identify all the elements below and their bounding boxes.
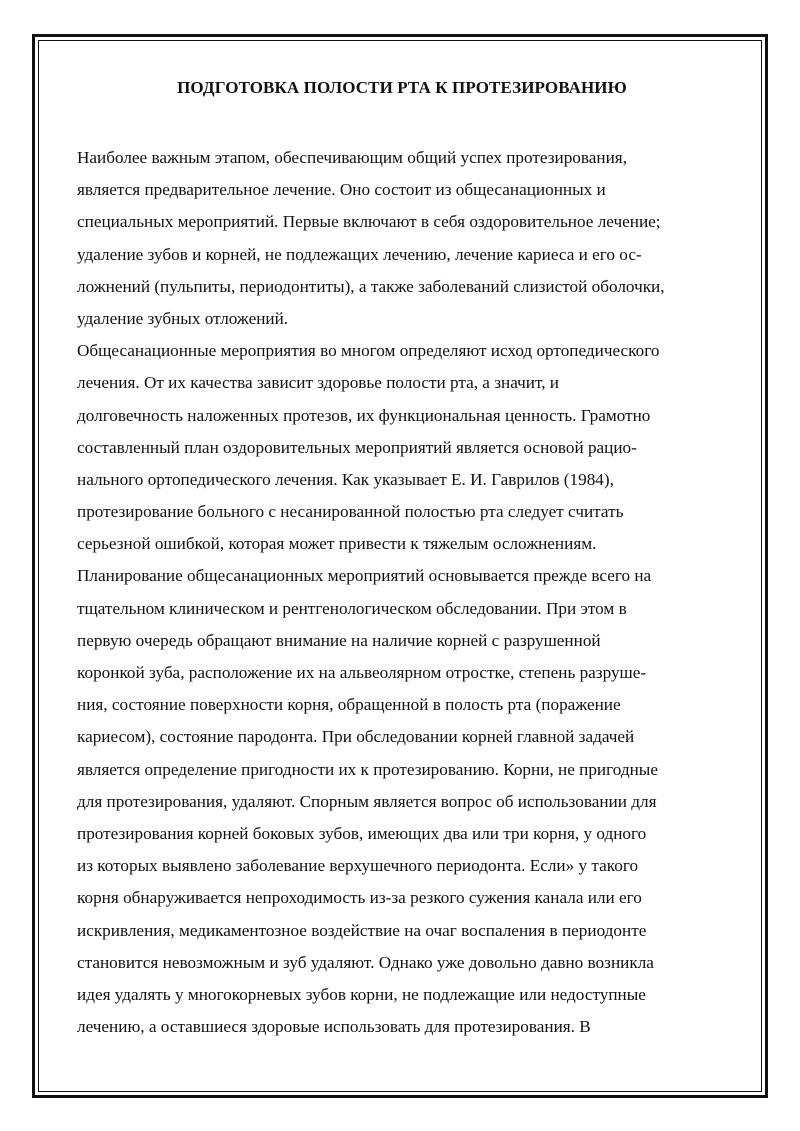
text-line: первую очередь обращают внимание на наличие корней с разрушенной	[77, 630, 601, 650]
text-line: из которых выявлено заболевание верхушечного периодонта. Если» у такого	[77, 856, 639, 876]
text-line: становится невозможным и зуб удаляют. Однако уже довольно давно возникла	[77, 952, 654, 972]
text-line: ния, состояние поверхности корня, обращенной в полость рта (поражение	[77, 695, 621, 715]
text-line: корня обнаруживается непроходимость из-за резкого сужения канала или его	[77, 888, 642, 908]
text-line: лечению, а оставшиеся здоровые использовать для протезирования. В	[77, 1017, 591, 1037]
document-content	[77, 76, 727, 1043]
text-line: Наиболее важным этапом, обеспечивающим общий успех протезирования,	[77, 148, 628, 167]
document-body	[77, 142, 727, 1043]
text-line: удаление зубных отложений.	[77, 308, 289, 328]
text-line: тщательном клиническом и рентгенологическом обследовании. При этом в	[77, 598, 627, 618]
text-line: является предварительное лечение. Оно состоит из общесанационных и	[77, 180, 606, 200]
text-line: серьезной ошибкой, которая может привести к тяжелым осложнениям.	[77, 534, 597, 554]
document-title: ПОДГОТОВКА ПОЛОСТИ РТА К ПРОТЕЗИРОВАНИЮ	[177, 78, 627, 97]
text-line: удаление зубов и корней, не подлежащих лечению, лечение кариеса и его ос-	[77, 244, 642, 264]
text-line: кариесом), состояние пародонта. При обследовании корней главной задачей	[77, 727, 635, 747]
text-line: протезирование больного с несанированной полостью рта следует считать	[77, 502, 624, 522]
text-line: искривления, медикаментозное воздействие на очаг воспаления в периодонте	[77, 920, 647, 940]
text-line: коронкой зуба, расположение их на альвеолярном отростке, степень разруше-	[77, 663, 647, 682]
text-line: специальных мероприятий. Первые включают в себя оздоровительное лечение;	[77, 212, 661, 232]
text-line: протезирования корней боковых зубов, имеющих два или три корня, у одного	[77, 823, 647, 843]
text-line: ложнений (пульпиты, периодонтиты), а также заболеваний слизистой оболочки,	[77, 276, 665, 296]
text-line: лечения. От их качества зависит здоровье полости рта, а значит, и	[77, 373, 560, 393]
text-line: составленный план оздоровительных мероприятий является основой рацио-	[77, 437, 637, 457]
text-line: Планирование общесанационных мероприятий основывается прежде всего на	[77, 566, 652, 586]
text-line: долговечность наложенных протезов, их функциональная ценность. Грамотно	[77, 405, 651, 425]
text-line: идея удалять у многокорневых зубов корни, не подлежащие или недоступные	[77, 984, 646, 1004]
text-line: нального ортопедического лечения. Как указывает Е. И. Гаврилов (1984),	[77, 469, 614, 489]
text-line: Общесанационные мероприятия во многом определяют исход ортопедического	[77, 341, 660, 361]
text-line: является определение пригодности их к протезированию. Корни, не пригодные	[77, 759, 658, 779]
text-line: для протезирования, удаляют. Спорным является вопрос об использовании для	[77, 791, 657, 811]
